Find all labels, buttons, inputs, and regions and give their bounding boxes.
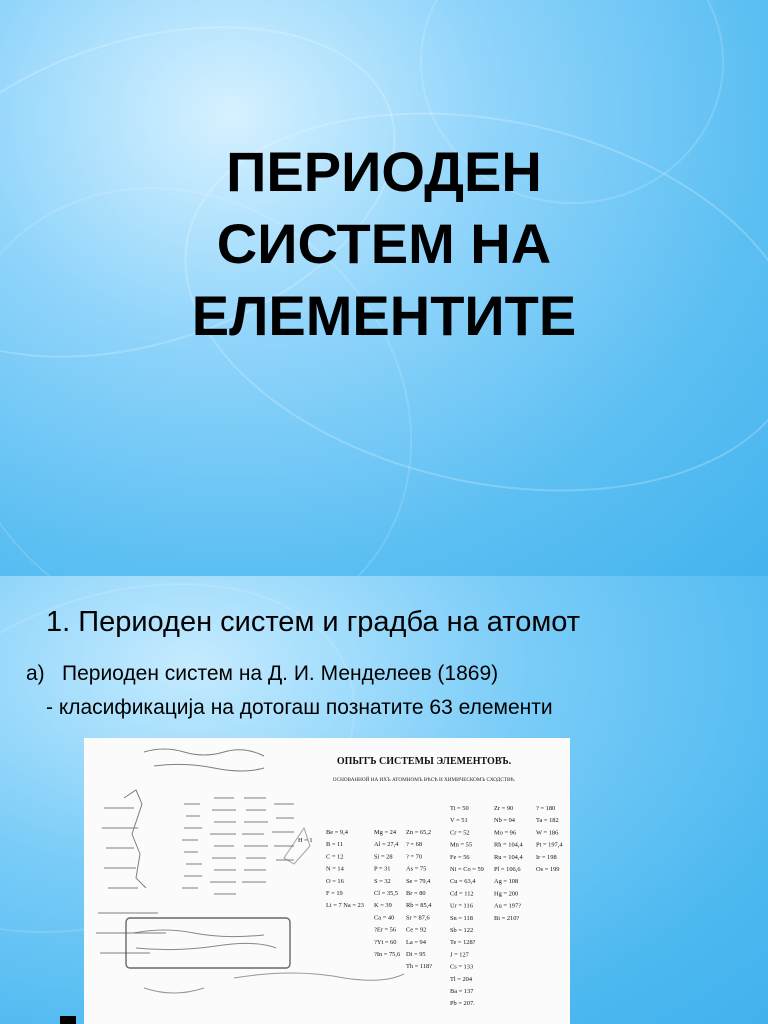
element-entry: Sn = 118 xyxy=(450,914,473,922)
element-entry: F = 19 xyxy=(326,890,343,897)
element-entry: As = 75 xyxy=(406,865,427,873)
cutoff-marker xyxy=(60,1016,76,1024)
title-line: ЕЛЕМЕНТИТЕ xyxy=(191,284,577,347)
element-entry: Pb = 207. xyxy=(450,1000,475,1008)
printed-table-title: ОПЫТЪ СИСТЕМЫ ЭЛЕМЕНТОВЪ. xyxy=(336,756,512,767)
element-entry: Te = 128? xyxy=(450,939,476,947)
element-entry: Bi = 210? xyxy=(494,914,520,922)
element-entry: Ur = 116 xyxy=(450,902,473,910)
element-entry: S = 32 xyxy=(374,877,391,885)
element-entry: Au = 197? xyxy=(494,902,522,910)
element-entry: Ir = 198 xyxy=(536,853,557,861)
mendeleev-table-image xyxy=(84,738,570,1024)
element-entry: Pt = 197,4 xyxy=(536,841,563,849)
element-entry: Hg = 200 xyxy=(494,890,519,898)
element-entry: Rb = 85,4 xyxy=(406,902,432,910)
list-marker: а) xyxy=(26,662,45,685)
title-line: СИСТЕМ НА xyxy=(216,212,552,275)
element-entry: Sb = 122 xyxy=(450,927,474,934)
element-entry: Si = 28 xyxy=(374,853,393,861)
element-entry: Os = 199 xyxy=(536,866,560,873)
element-entry: ?In = 75,6 xyxy=(374,951,401,958)
element-entry: ? = 70 xyxy=(406,853,423,861)
list-item xyxy=(26,662,498,686)
element-entry: Rh = 104,4 xyxy=(494,841,523,849)
element-entry: H = 1 xyxy=(298,837,313,844)
element-entry: C = 12 xyxy=(326,853,344,861)
element-entry: Se = 79,4 xyxy=(406,877,431,885)
sub-item-text: - класификација на дотогаш познатите 63 елементи xyxy=(46,696,553,719)
slide-title xyxy=(0,136,768,352)
element-entry: Mn = 55 xyxy=(450,841,473,849)
element-entry: Ca = 40 xyxy=(374,914,395,922)
element-entry: ? = 68 xyxy=(406,841,423,849)
element-entry: Cu = 63,4 xyxy=(450,878,476,886)
element-entry: ?Yt = 60 xyxy=(374,938,397,946)
element-entry: Th = 118? xyxy=(406,963,433,971)
element-entry: Be = 9,4 xyxy=(326,829,348,836)
element-entry: Tl = 204 xyxy=(450,975,473,983)
element-entry: Zn = 65,2 xyxy=(406,829,432,836)
element-entry: B = 11 xyxy=(326,841,344,849)
element-entry: Di = 95 xyxy=(406,951,426,958)
element-entry: Pl = 106,6 xyxy=(494,866,521,873)
list-item-text: Периоден систем на Д. И. Менделеев (1869) xyxy=(62,662,499,685)
element-entry: Sr = 87,6 xyxy=(406,914,430,922)
element-entry: Cr = 52 xyxy=(450,829,470,837)
element-entry: Ni = Co = 59 xyxy=(450,866,484,873)
element-entry: Ce = 92 xyxy=(406,926,427,934)
element-entry: Ti = 50 xyxy=(450,805,469,812)
title-line: ПЕРИОДЕН xyxy=(226,140,542,203)
element-entry: W = 186 xyxy=(536,829,559,837)
mendeleev-scan xyxy=(84,738,570,1024)
element-entry: Nb = 94 xyxy=(494,817,516,825)
element-entry: ?Er = 56 xyxy=(374,926,397,934)
element-entry: Li = 7 Na = 23 xyxy=(326,902,364,910)
element-entry: K = 39 xyxy=(374,902,392,910)
element-entry: Cd = 112 xyxy=(450,890,474,898)
element-entry: Al = 27,4 xyxy=(374,841,399,849)
element-entry: Fe = 56 xyxy=(450,853,470,861)
element-entry: Ta = 182 xyxy=(536,817,559,825)
element-entry: Mo = 96 xyxy=(494,829,517,837)
element-entry: J = 127 xyxy=(450,951,469,959)
section-heading: 1. Периоден систем и градба на атомот xyxy=(46,606,581,638)
element-entry: Ru = 104,4 xyxy=(494,853,523,861)
element-entry: N = 14 xyxy=(326,865,344,873)
element-entry: P = 31 xyxy=(374,865,391,873)
element-entry: Ag = 108 xyxy=(494,878,519,886)
element-entry: La = 94 xyxy=(406,938,426,946)
element-entry: ? = 180 xyxy=(536,805,556,812)
element-entry: Cl = 35,5 xyxy=(374,890,399,897)
element-entry: Zr = 90 xyxy=(494,805,514,812)
element-entry: Cs = 133 xyxy=(450,963,474,971)
draft-note-box xyxy=(126,918,290,968)
printed-table-subtitle: ОСНОВАННОЙ НА ИХЪ АТОМНОМЪ ВѢСѢ И ХИМИЧЕСКОМЪ СХОДСТВѢ. xyxy=(332,777,516,783)
element-entry: Ba = 137 xyxy=(450,988,474,995)
element-entry: O = 16 xyxy=(326,877,344,885)
element-entry: V = 51 xyxy=(450,817,468,825)
content-slide xyxy=(0,576,768,1024)
element-entry: Mg = 24 xyxy=(374,829,397,836)
element-entry: Br = 80 xyxy=(406,890,426,897)
